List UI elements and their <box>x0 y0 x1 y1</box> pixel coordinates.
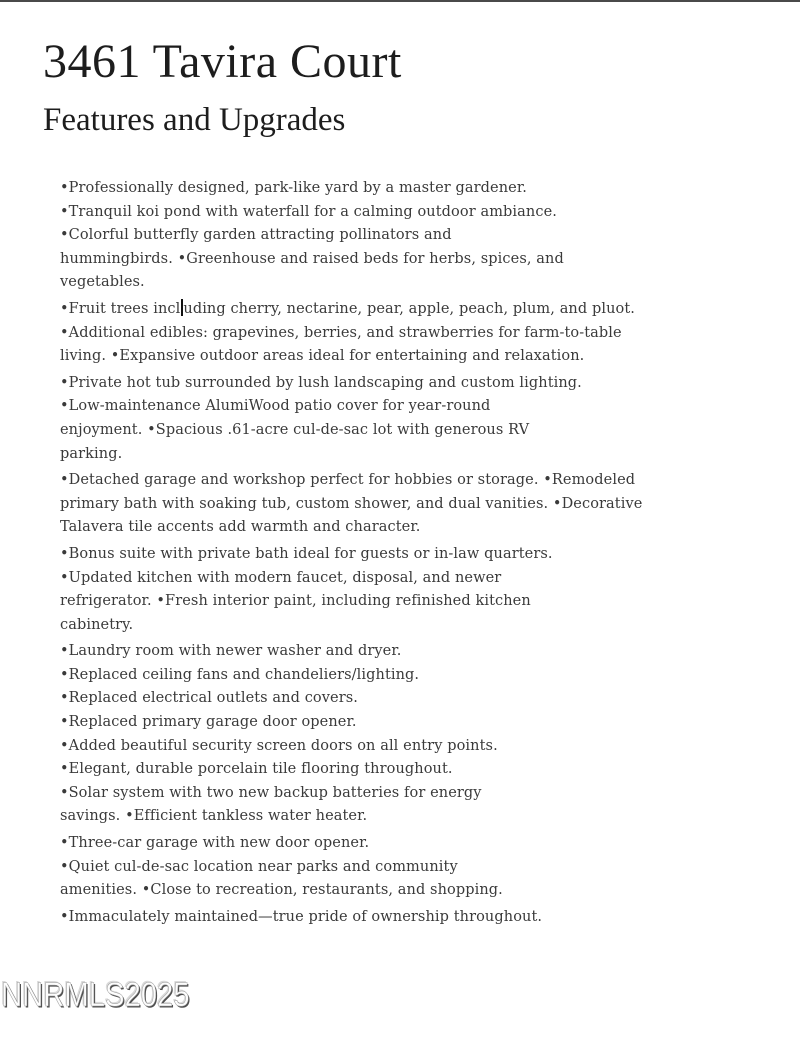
page-subtitle: Features and Upgrades <box>43 102 346 138</box>
text-line[interactable]: •Private hot tub surrounded by lush landscaping and custom lighting. <box>60 374 582 391</box>
text-line[interactable]: •Low-maintenance AlumiWood patio cover for year-round <box>60 398 491 415</box>
feature-paragraph <box>60 469 643 540</box>
text-line[interactable]: •Laundry room with newer washer and dryer. <box>60 643 402 660</box>
text-line[interactable]: hummingbirds. •Greenhouse and raised beds for herbs, spices, and <box>60 250 564 267</box>
feature-paragraph <box>60 687 620 711</box>
feature-paragraph <box>60 567 620 638</box>
text-line[interactable]: living. •Expansive outdoor areas ideal for entertaining and relaxation. <box>60 348 585 365</box>
text-line[interactable]: •Updated kitchen with modern faucet, disposal, and newer <box>60 569 502 586</box>
feature-paragraph <box>60 177 620 201</box>
text-line[interactable]: •Replaced primary garage door opener. <box>60 714 357 731</box>
watermark: NNRMLS2025 <box>1 976 190 1014</box>
text-line[interactable]: primary bath with soaking tub, custom shower, and dual vanities. •Decorative <box>60 495 643 512</box>
text-line[interactable]: •Elegant, durable porcelain tile flooring throughout. <box>60 761 453 778</box>
feature-paragraph <box>60 782 620 829</box>
text-line[interactable]: parking. <box>60 445 123 462</box>
feature-paragraph <box>60 201 620 225</box>
feature-paragraph <box>60 224 620 295</box>
text-line[interactable]: •Detached garage and workshop perfect for hobbies or storage. •Remodeled <box>60 472 636 489</box>
text-line[interactable]: •Tranquil koi pond with waterfall for a calming outdoor ambiance. <box>60 203 557 220</box>
text-line[interactable]: •Additional edibles: grapevines, berries, and strawberries for farm-to-table <box>60 324 622 341</box>
text-line[interactable]: •Solar system with two new backup batteries for energy <box>60 784 482 801</box>
feature-paragraph <box>60 758 620 782</box>
feature-paragraph <box>60 735 620 759</box>
text-line[interactable]: savings. •Efficient tankless water heater. <box>60 808 368 825</box>
feature-paragraph <box>60 832 620 856</box>
feature-paragraph <box>60 322 620 369</box>
text-line[interactable]: •Replaced ceiling fans and chandeliers/lighting. <box>60 666 420 683</box>
page-title: 3461 Tavira Court <box>43 35 402 88</box>
text-line[interactable]: refrigerator. •Fresh interior paint, including refinished kitchen <box>60 593 531 610</box>
text-line[interactable] <box>60 298 635 322</box>
page-top-border <box>0 0 800 2</box>
text-line[interactable]: •Three-car garage with new door opener. <box>60 835 370 852</box>
text-after-cursor: uding cherry, nectarine, pear, apple, peach, plum, and pluot. <box>183 300 635 317</box>
text-line[interactable]: •Replaced electrical outlets and covers. <box>60 690 359 707</box>
text-line[interactable]: •Quiet cul-de-sac location near parks and community <box>60 858 458 875</box>
feature-paragraph <box>60 856 620 903</box>
text-line[interactable]: •Colorful butterfly garden attracting pollinators and <box>60 227 452 244</box>
text-line[interactable]: enjoyment. •Spacious .61-acre cul-de-sac lot with generous RV <box>60 421 530 438</box>
text-line[interactable]: •Immaculately maintained—true pride of ownership throughout. <box>60 908 543 925</box>
feature-paragraph <box>60 395 620 466</box>
text-line[interactable]: amenities. •Close to recreation, restaurants, and shopping. <box>60 882 503 899</box>
text-line[interactable]: vegetables. <box>60 274 145 291</box>
feature-paragraph <box>60 640 620 664</box>
feature-paragraph <box>60 372 620 396</box>
text-line[interactable]: •Professionally designed, park-like yard by a master gardener. <box>60 180 527 196</box>
feature-paragraph <box>60 664 620 688</box>
text-line[interactable]: Talavera tile accents add warmth and character. <box>60 519 421 536</box>
text-before-cursor: •Fruit trees incl <box>60 300 181 317</box>
text-line[interactable]: •Bonus suite with private bath ideal for guests or in-law quarters. <box>60 545 553 562</box>
text-line[interactable]: cabinetry. <box>60 616 134 633</box>
feature-paragraph <box>60 906 620 930</box>
feature-paragraph <box>60 543 620 567</box>
feature-paragraph <box>60 711 620 735</box>
feature-paragraph <box>60 298 635 322</box>
text-line[interactable]: •Added beautiful security screen doors on all entry points. <box>60 737 498 754</box>
features-list[interactable] <box>60 177 643 929</box>
